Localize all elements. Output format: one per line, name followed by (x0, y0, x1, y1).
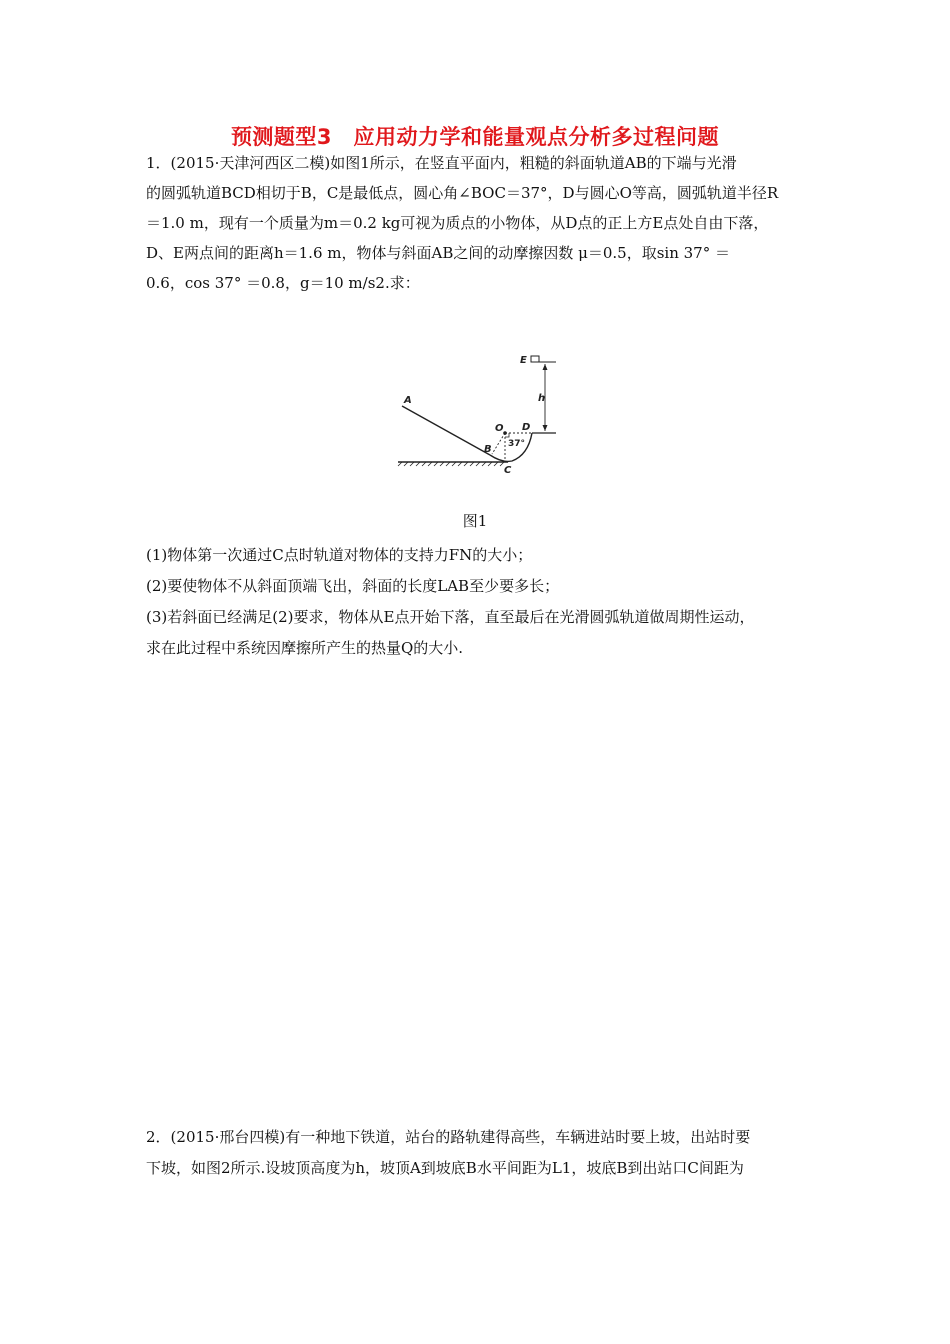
subquestion-3: (3)若斜面已经满足(2)要求，物体从E点开始下落，直至最后在光滑圆弧轨道做周期性运动， (146, 608, 755, 626)
figure-1-diagram (394, 349, 564, 479)
center-o-dot (503, 431, 507, 435)
question-1 (146, 148, 810, 298)
radius-ob (492, 433, 505, 454)
question-2 (146, 1122, 810, 1184)
subquestion-2: (2)要使物体不从斜面顶端飞出，斜面的长度LAB至少要多长； (146, 577, 560, 595)
figure-caption: 图1 (462, 512, 488, 530)
label-e: E (520, 355, 527, 366)
q1-line-1: 1．(2015·天津河西区二模)如图1所示，在竖直平面内，粗糙的斜面轨道AB的下端与光滑 (146, 154, 737, 172)
h-arrow-head-down (543, 425, 548, 431)
q1-line-3: ＝1.0 m，现有一个质量为m＝0.2 kg可视为质点的小物体，从D点的正上方E点处自由下落， (146, 214, 769, 232)
q2-line-1: 2．(2015·邢台四模)有一种地下铁道，站台的路轨建得高些，车辆进站时要上坡，出站时要 (146, 1128, 751, 1146)
object-e-block (531, 356, 539, 362)
label-b: B (484, 444, 492, 455)
label-c: C (504, 465, 512, 476)
q2-line-2: 下坡，如图2所示.设坡顶高度为h，坡顶A到坡底B水平间距为L1，坡底B到出站口C间距为 (146, 1159, 744, 1177)
q1-line-5: 0.6，cos 37° ＝0.8，g＝10 m/s2.求： (146, 274, 420, 292)
label-d: D (522, 422, 531, 433)
figure-1 (394, 349, 564, 479)
page-title: 预测题型3 应用动力学和能量观点分析多过程问题 (230, 125, 720, 149)
subquestions (146, 540, 810, 664)
label-o: O (495, 423, 504, 434)
subquestion-1: (1)物体第一次通过C点时轨道对物体的支持力FN的大小； (146, 546, 533, 564)
q1-line-4: D、E两点间的距离h＝1.6 m，物体与斜面AB之间的动摩擦因数 μ＝0.5，取sin 37° ＝ (146, 244, 730, 262)
label-angle: 37° (508, 439, 526, 449)
h-arrow-head-up (543, 364, 548, 370)
q1-line-2: 的圆弧轨道BCD相切于B，C是最低点，圆心角∠BOC＝37°，D与圆心O等高，圆弧轨道半径R (146, 184, 779, 202)
label-a: A (404, 395, 412, 406)
label-h: h (538, 393, 546, 404)
subquestion-3-cont: 求在此过程中系统因摩擦所产生的热量Q的大小. (146, 639, 464, 657)
incline-ab (402, 406, 490, 455)
